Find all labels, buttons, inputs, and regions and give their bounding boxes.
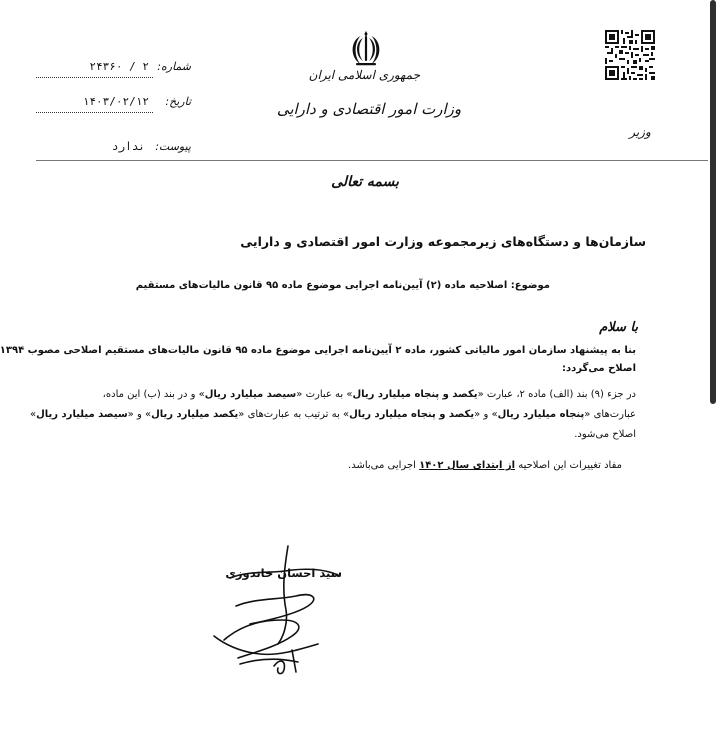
amendment-text: »	[30, 409, 37, 420]
letter-date-field	[36, 95, 191, 115]
letter-attachment-field	[36, 140, 191, 160]
letter-attachment-label: پیوست:	[155, 140, 191, 153]
effective-text: اجرایی می‌باشد.	[348, 460, 420, 471]
amount-emphasis: سیصد میلیارد ریال	[36, 409, 128, 420]
amendment-line	[30, 405, 636, 425]
ministry-title: وزارت امور اقتصادی و دارایی	[276, 100, 462, 118]
intro-line: اصلاح می‌گردد:	[562, 363, 636, 374]
amount-emphasis: پنجاه میلیارد ریال	[497, 409, 585, 420]
amendment-text: در جزء (۹) بند (الف) ماده ۲، عبارت «	[477, 389, 636, 400]
amount-emphasis: یکصد و پنجاه میلیارد ریال	[352, 389, 478, 400]
letter-number-label: شماره:	[157, 60, 191, 73]
qr-code-icon	[605, 30, 655, 80]
republic-title: جمهوری اسلامی ایران	[308, 68, 420, 82]
signer-name: سید احسان خاندوزی	[225, 566, 342, 580]
iran-emblem-icon	[346, 28, 386, 68]
letter-subject: موضوع: اصلاحیه ماده (۲) آیین‌نامه اجرایی موضوع ماده ۹۵ قانون مالیات‌های مستقیم	[135, 280, 550, 291]
amendment-text: » و «	[127, 409, 152, 420]
amendment-paragraph	[30, 385, 636, 445]
intro-paragraph	[0, 342, 636, 378]
letter-attachment-value: ندارد	[111, 140, 145, 153]
basmala-heading: بسمه تعالی	[331, 174, 399, 190]
dotted-line	[36, 77, 153, 78]
amendment-text: » و در بند (ب) این ماده،	[102, 389, 205, 400]
amount-emphasis: یکصد و پنجاه میلیارد ریال	[349, 409, 475, 420]
amendment-line	[36, 385, 636, 405]
letter-addressee: سازمان‌ها و دستگاه‌های زیرمجموعه وزارت امور اقتصادی و دارایی	[240, 234, 646, 249]
amendment-text: » به ترتیب به عبارت‌های «	[238, 409, 350, 420]
effective-date-line	[348, 460, 622, 471]
amendment-line: اصلاح می‌شود.	[574, 429, 636, 440]
amendment-text: عبارت‌های «	[584, 409, 636, 420]
amount-emphasis: یکصد میلیارد ریال	[151, 409, 239, 420]
amount-emphasis: سیصد میلیارد ریال	[204, 389, 297, 400]
minister-title: وزیر	[629, 125, 651, 139]
letter-date-value: ۱۴۰۳/۰۲/۱۲	[82, 95, 149, 108]
intro-line: بنا به پیشنهاد سازمان امور مالیاتی کشور، ماده ۲ آیین‌نامه اجرایی موضوع ماده ۹۵ قانون مالیات‌های مستقیم اصلاحی مصوب ۱۳۹۴	[0, 345, 636, 356]
effective-text: مفاد تغییرات این اصلاحیه	[515, 460, 622, 471]
amendment-text: » به عبارت «	[296, 389, 353, 400]
letter-date-label: تاریخ:	[165, 95, 191, 108]
letter-greeting: با سلام	[599, 320, 638, 335]
effective-date-emphasis: از ابتدای سال ۱۴۰۲	[419, 460, 516, 471]
header-divider	[36, 160, 708, 161]
handwritten-signature	[200, 540, 360, 680]
amendment-text: » و «	[474, 409, 498, 420]
letter-number-field	[36, 60, 191, 80]
dotted-line	[36, 112, 153, 113]
letter-number-value: ۲ / ۲۴۳۶۰	[89, 60, 149, 73]
scrollbar[interactable]	[710, 0, 716, 404]
